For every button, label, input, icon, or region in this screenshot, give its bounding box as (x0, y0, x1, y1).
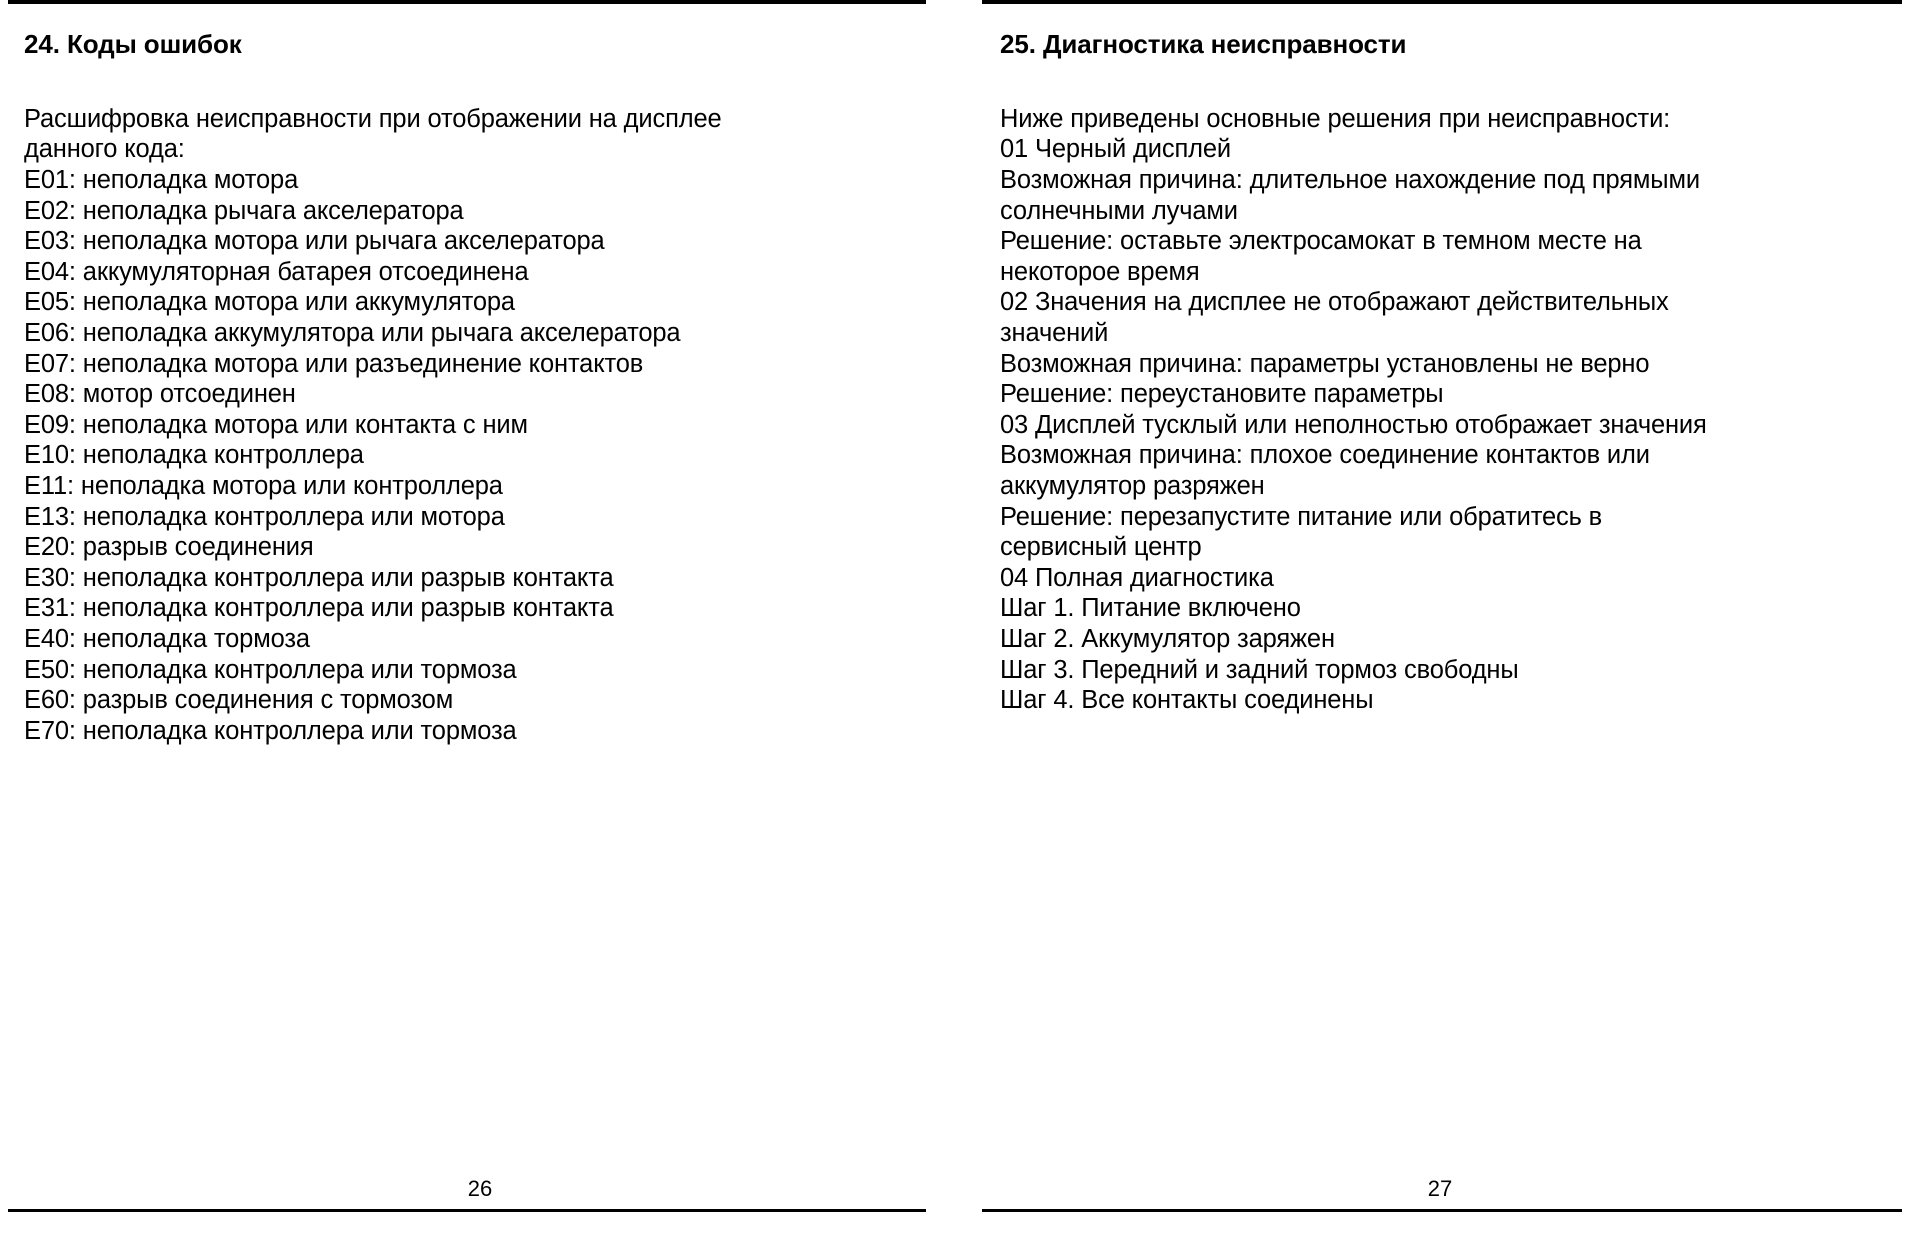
section-heading-troubleshooting: 25. Диагностика неисправности (1000, 29, 1407, 59)
list-item: солнечными лучами (1000, 196, 1238, 225)
section-heading-error-codes: 24. Коды ошибок (24, 29, 242, 59)
page-bottom-rule-right (982, 1209, 1902, 1212)
list-item: E13: неполадка контроллера или мотора (24, 502, 505, 531)
page-footer-left (0, 1160, 960, 1236)
list-item: E50: неполадка контроллера или тормоза (24, 655, 517, 684)
list-item: E03: неполадка мотора или рычага акселератора (24, 227, 605, 256)
list-item: E07: неполадка мотора или разъединение контактов (24, 349, 644, 378)
list-item: E60: разрыв соединения с тормозом (24, 686, 454, 715)
list-item: E40: неполадка тормоза (24, 624, 310, 653)
list-item: Решение: оставьте электросамокат в темном месте на (1000, 227, 1642, 256)
list-item: E09: неполадка мотора или контакта с ним (24, 410, 528, 439)
page-bottom-rule-left (8, 1209, 926, 1212)
list-item: некоторое время (1000, 257, 1200, 286)
list-item: E31: неполадка контроллера или разрыв контакта (24, 594, 614, 623)
list-item: E08: мотор отсоединен (24, 380, 296, 409)
list-item: Шаг 4. Все контакты соединены (1000, 686, 1374, 715)
heading-spacer-right (1000, 60, 1894, 104)
list-item: сервисный центр (1000, 533, 1202, 562)
list-item: Решение: переустановите параметры (1000, 380, 1444, 409)
list-item: E06: неполадка аккумулятора или рычага акселератора (24, 319, 681, 348)
troubleshooting-list (1000, 104, 1894, 716)
list-item: E70: неполадка контроллера или тормоза (24, 716, 517, 745)
error-codes-list (24, 104, 920, 746)
page-number-right: 27 (1427, 1176, 1453, 1201)
list-item: Шаг 2. Аккумулятор заряжен (1000, 624, 1335, 653)
list-item: 03 Дисплей тусклый или неполностью отображает значения (1000, 410, 1707, 439)
list-item: Возможная причина: параметры установлены не верно (1000, 349, 1650, 378)
list-item: Возможная причина: длительное нахождение под прямыми (1000, 166, 1700, 195)
list-item: Шаг 3. Передний и задний тормоз свободны (1000, 655, 1519, 684)
page-right-content (960, 4, 1920, 1160)
page-right (960, 0, 1920, 1236)
list-item: аккумулятор разряжен (1000, 472, 1265, 501)
list-item: E20: разрыв соединения (24, 533, 314, 562)
list-item: E10: неполадка контроллера (24, 441, 364, 470)
list-item: E30: неполадка контроллера или разрыв контакта (24, 563, 614, 592)
list-item: E01: неполадка мотора (24, 166, 299, 195)
list-item: Расшифровка неисправности при отображении на дисплее (24, 104, 722, 133)
list-item: E05: неполадка мотора или аккумулятора (24, 288, 515, 317)
list-item: данного кода: (24, 135, 185, 164)
list-item: 01 Черный дисплей (1000, 135, 1231, 164)
page-footer-right (960, 1160, 1920, 1236)
page-number-left: 26 (467, 1176, 493, 1201)
list-item: 02 Значения на дисплее не отображают действительных (1000, 288, 1669, 317)
list-item: E04: аккумуляторная батарея отсоединена (24, 257, 529, 286)
page-left-content (0, 4, 960, 1160)
heading-spacer-left (24, 60, 920, 104)
list-item: E11: неполадка мотора или контроллера (24, 472, 503, 501)
list-item: Ниже приведены основные решения при неисправности: (1000, 104, 1671, 133)
list-item: 04 Полная диагностика (1000, 563, 1274, 592)
list-item: Шаг 1. Питание включено (1000, 594, 1301, 623)
list-item: E02: неполадка рычага акселератора (24, 196, 464, 225)
list-item: Решение: перезапустите питание или обратитесь в (1000, 502, 1603, 531)
list-item: Возможная причина: плохое соединение контактов или (1000, 441, 1650, 470)
list-item: значений (1000, 319, 1109, 348)
